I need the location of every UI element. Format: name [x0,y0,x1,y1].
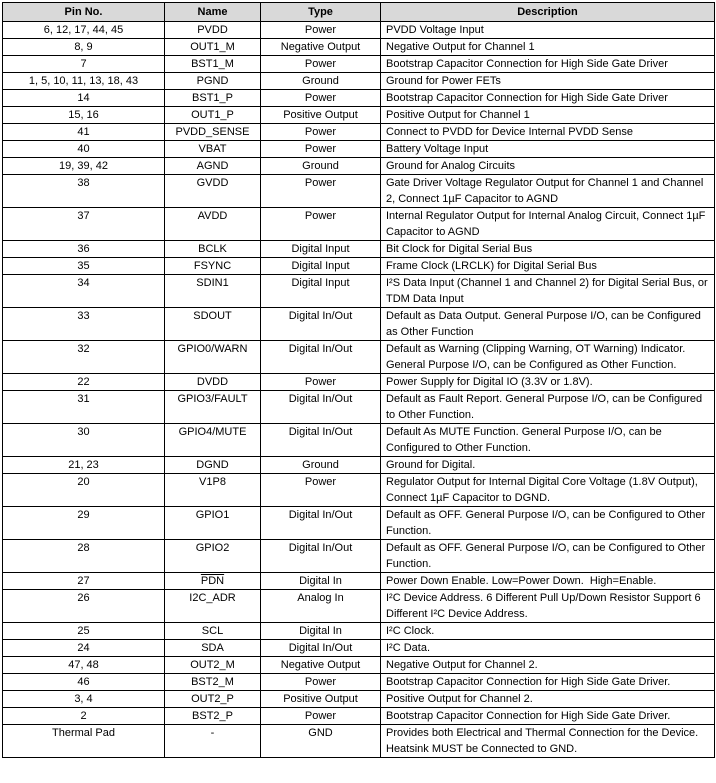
description-cell: I²S Data Input (Channel 1 and Channel 2) for Digital Serial Bus, or TDM Data Input [381,275,715,308]
description-cell: Default As MUTE Function. General Purpose I/O, can be Configured to Other Function. [381,424,715,457]
description-cell: Default as Warning (Clipping Warning, OT Warning) Indicator. General Purpose I/O, can be Configured as Other Function. [381,341,715,374]
pin-no-cell: 7 [3,56,165,73]
type-cell: Power [261,208,381,241]
pin-no-cell: 36 [3,241,165,258]
name-cell: PVDD [165,22,261,39]
name-cell: OUT1_M [165,39,261,56]
pin-no-cell: 6, 12, 17, 44, 45 [3,22,165,39]
description-cell: I²C Data. [381,640,715,657]
table-row [3,241,715,258]
name-cell: OUT2_P [165,691,261,708]
table-row [3,474,715,507]
type-cell: Power [261,674,381,691]
table-row [3,708,715,725]
name-cell: I2C_ADR [165,590,261,623]
description-cell: Regulator Output for Internal Digital Core Voltage (1.8V Output), Connect 1µF Capacitor to DGND. [381,474,715,507]
pin-no-cell: 46 [3,674,165,691]
column-header-name: Name [165,3,261,22]
description-cell: Bootstrap Capacitor Connection for High Side Gate Driver. [381,708,715,725]
pin-no-cell: 41 [3,124,165,141]
description-cell: PVDD Voltage Input [381,22,715,39]
pin-no-cell: 33 [3,308,165,341]
name-cell: GVDD [165,175,261,208]
type-cell: GND [261,725,381,758]
type-cell: Digital In/Out [261,341,381,374]
pin-no-cell: 32 [3,341,165,374]
column-header-description: Description [381,3,715,22]
description-cell: Default as OFF. General Purpose I/O, can be Configured to Other Function. [381,540,715,573]
table-row [3,308,715,341]
header-row [3,3,715,22]
description-cell: Ground for Power FETs [381,73,715,90]
description-cell: Frame Clock (LRCLK) for Digital Serial Bus [381,258,715,275]
table-row [3,424,715,457]
pin-no-cell: 2 [3,708,165,725]
type-cell: Ground [261,73,381,90]
name-cell: FSYNC [165,258,261,275]
table-row [3,107,715,124]
description-cell: I²C Device Address. 6 Different Pull Up/Down Resistor Support 6 Different I²C Device Address. [381,590,715,623]
type-cell: Negative Output [261,39,381,56]
name-cell: BST1_P [165,90,261,107]
description-cell: Bootstrap Capacitor Connection for High Side Gate Driver. [381,674,715,691]
name-cell: BST1_M [165,56,261,73]
description-cell: Connect to PVDD for Device Internal PVDD Sense [381,124,715,141]
pin-description-table [2,2,715,758]
table-row [3,590,715,623]
name-cell: SDIN1 [165,275,261,308]
type-cell: Digital Input [261,275,381,308]
table-row [3,141,715,158]
name-cell: AGND [165,158,261,175]
type-cell: Negative Output [261,657,381,674]
pin-no-cell: 1, 5, 10, 11, 13, 18, 43 [3,73,165,90]
name-cell [165,573,261,590]
description-cell: Ground for Digital. [381,457,715,474]
name-cell: DVDD [165,374,261,391]
table-row [3,39,715,56]
table-header [3,3,715,22]
type-cell: Power [261,374,381,391]
type-cell: Digital In/Out [261,391,381,424]
type-cell: Positive Output [261,107,381,124]
table-row [3,275,715,308]
description-cell: Power Down Enable. Low=Power Down. High=Enable. [381,573,715,590]
description-cell: Gate Driver Voltage Regulator Output for Channel 1 and Channel 2, Connect 1µF Capacitor to AGND [381,175,715,208]
table-row [3,22,715,39]
table-row [3,674,715,691]
table-row [3,258,715,275]
pin-no-cell: 25 [3,623,165,640]
pin-no-cell: 38 [3,175,165,208]
pin-no-cell: 22 [3,374,165,391]
pin-no-cell: 26 [3,590,165,623]
pin-no-cell: 3, 4 [3,691,165,708]
description-cell: Bootstrap Capacitor Connection for High Side Gate Driver [381,56,715,73]
type-cell: Digital In/Out [261,424,381,457]
active-low-signal-name: $\overline{PDN}$ [200,575,225,587]
type-cell: Power [261,474,381,507]
type-cell: Digital In [261,623,381,640]
description-cell: Power Supply for Digital IO (3.3V or 1.8V). [381,374,715,391]
type-cell: Analog In [261,590,381,623]
type-cell: Ground [261,457,381,474]
table-row [3,623,715,640]
type-cell: Digital Input [261,241,381,258]
name-cell: DGND [165,457,261,474]
table-row [3,507,715,540]
name-cell: BCLK [165,241,261,258]
table-row [3,208,715,241]
type-cell: Digital In [261,573,381,590]
column-header-type: Type [261,3,381,22]
description-cell: Bit Clock for Digital Serial Bus [381,241,715,258]
name-cell: GPIO0/WARN [165,341,261,374]
name-cell: GPIO4/MUTE [165,424,261,457]
description-cell: Internal Regulator Output for Internal Analog Circuit, Connect 1µF Capacitor to AGND [381,208,715,241]
description-cell: Default as OFF. General Purpose I/O, can be Configured to Other Function. [381,507,715,540]
name-cell: GPIO3/FAULT [165,391,261,424]
pin-no-cell: 29 [3,507,165,540]
pin-no-cell: 20 [3,474,165,507]
table-row [3,158,715,175]
type-cell: Power [261,90,381,107]
pin-no-cell: 8, 9 [3,39,165,56]
name-cell: V1P8 [165,474,261,507]
column-header-pin-no: Pin No. [3,3,165,22]
name-cell: PVDD_SENSE [165,124,261,141]
pin-no-cell: 14 [3,90,165,107]
name-cell: GPIO2 [165,540,261,573]
pin-no-cell: 28 [3,540,165,573]
name-cell: BST2_M [165,674,261,691]
table-row [3,657,715,674]
pin-no-cell: 37 [3,208,165,241]
name-cell: BST2_P [165,708,261,725]
table-row [3,573,715,590]
description-cell: I²C Clock. [381,623,715,640]
pin-no-cell: 31 [3,391,165,424]
type-cell: Digital In/Out [261,640,381,657]
type-cell: Digital In/Out [261,308,381,341]
table-row [3,56,715,73]
pin-no-cell: 30 [3,424,165,457]
type-cell: Ground [261,158,381,175]
description-cell: Positive Output for Channel 2. [381,691,715,708]
description-cell: Ground for Analog Circuits [381,158,715,175]
name-cell: AVDD [165,208,261,241]
description-cell: Negative Output for Channel 1 [381,39,715,56]
type-cell: Digital In/Out [261,507,381,540]
type-cell: Power [261,56,381,73]
description-cell: Bootstrap Capacitor Connection for High Side Gate Driver [381,90,715,107]
name-cell: SDA [165,640,261,657]
description-cell: Battery Voltage Input [381,141,715,158]
table-row [3,391,715,424]
pin-no-cell: 15, 16 [3,107,165,124]
table-row [3,640,715,657]
description-cell: Default as Fault Report. General Purpose I/O, can be Configured to Other Function. [381,391,715,424]
description-cell: Positive Output for Channel 1 [381,107,715,124]
type-cell: Digital In/Out [261,540,381,573]
type-cell: Positive Output [261,691,381,708]
name-cell: SDOUT [165,308,261,341]
pin-no-cell: 21, 23 [3,457,165,474]
type-cell: Digital Input [261,258,381,275]
description-cell: Negative Output for Channel 2. [381,657,715,674]
name-cell: PGND [165,73,261,90]
name-cell: OUT2_M [165,657,261,674]
table-row [3,374,715,391]
table-row [3,73,715,90]
pin-no-cell: 47, 48 [3,657,165,674]
pin-no-cell: 35 [3,258,165,275]
description-cell: Provides both Electrical and Thermal Connection for the Device. Heatsink MUST be Connected to GND. [381,725,715,758]
pin-no-cell: 40 [3,141,165,158]
name-cell: SCL [165,623,261,640]
type-cell: Power [261,22,381,39]
pin-no-cell: 19, 39, 42 [3,158,165,175]
table-row [3,540,715,573]
pin-table-body [3,22,715,758]
name-cell: VBAT [165,141,261,158]
name-cell: GPIO1 [165,507,261,540]
name-cell: - [165,725,261,758]
pin-no-cell: Thermal Pad [3,725,165,758]
type-cell: Power [261,124,381,141]
type-cell: Power [261,141,381,158]
description-cell: Default as Data Output. General Purpose I/O, can be Configured as Other Function [381,308,715,341]
name-cell: OUT1_P [165,107,261,124]
table-row [3,175,715,208]
table-row [3,124,715,141]
pin-no-cell: 24 [3,640,165,657]
table-row [3,90,715,107]
table-row [3,341,715,374]
table-row [3,691,715,708]
table-row [3,725,715,758]
table-row [3,457,715,474]
pin-no-cell: 27 [3,573,165,590]
type-cell: Power [261,708,381,725]
type-cell: Power [261,175,381,208]
pin-no-cell: 34 [3,275,165,308]
